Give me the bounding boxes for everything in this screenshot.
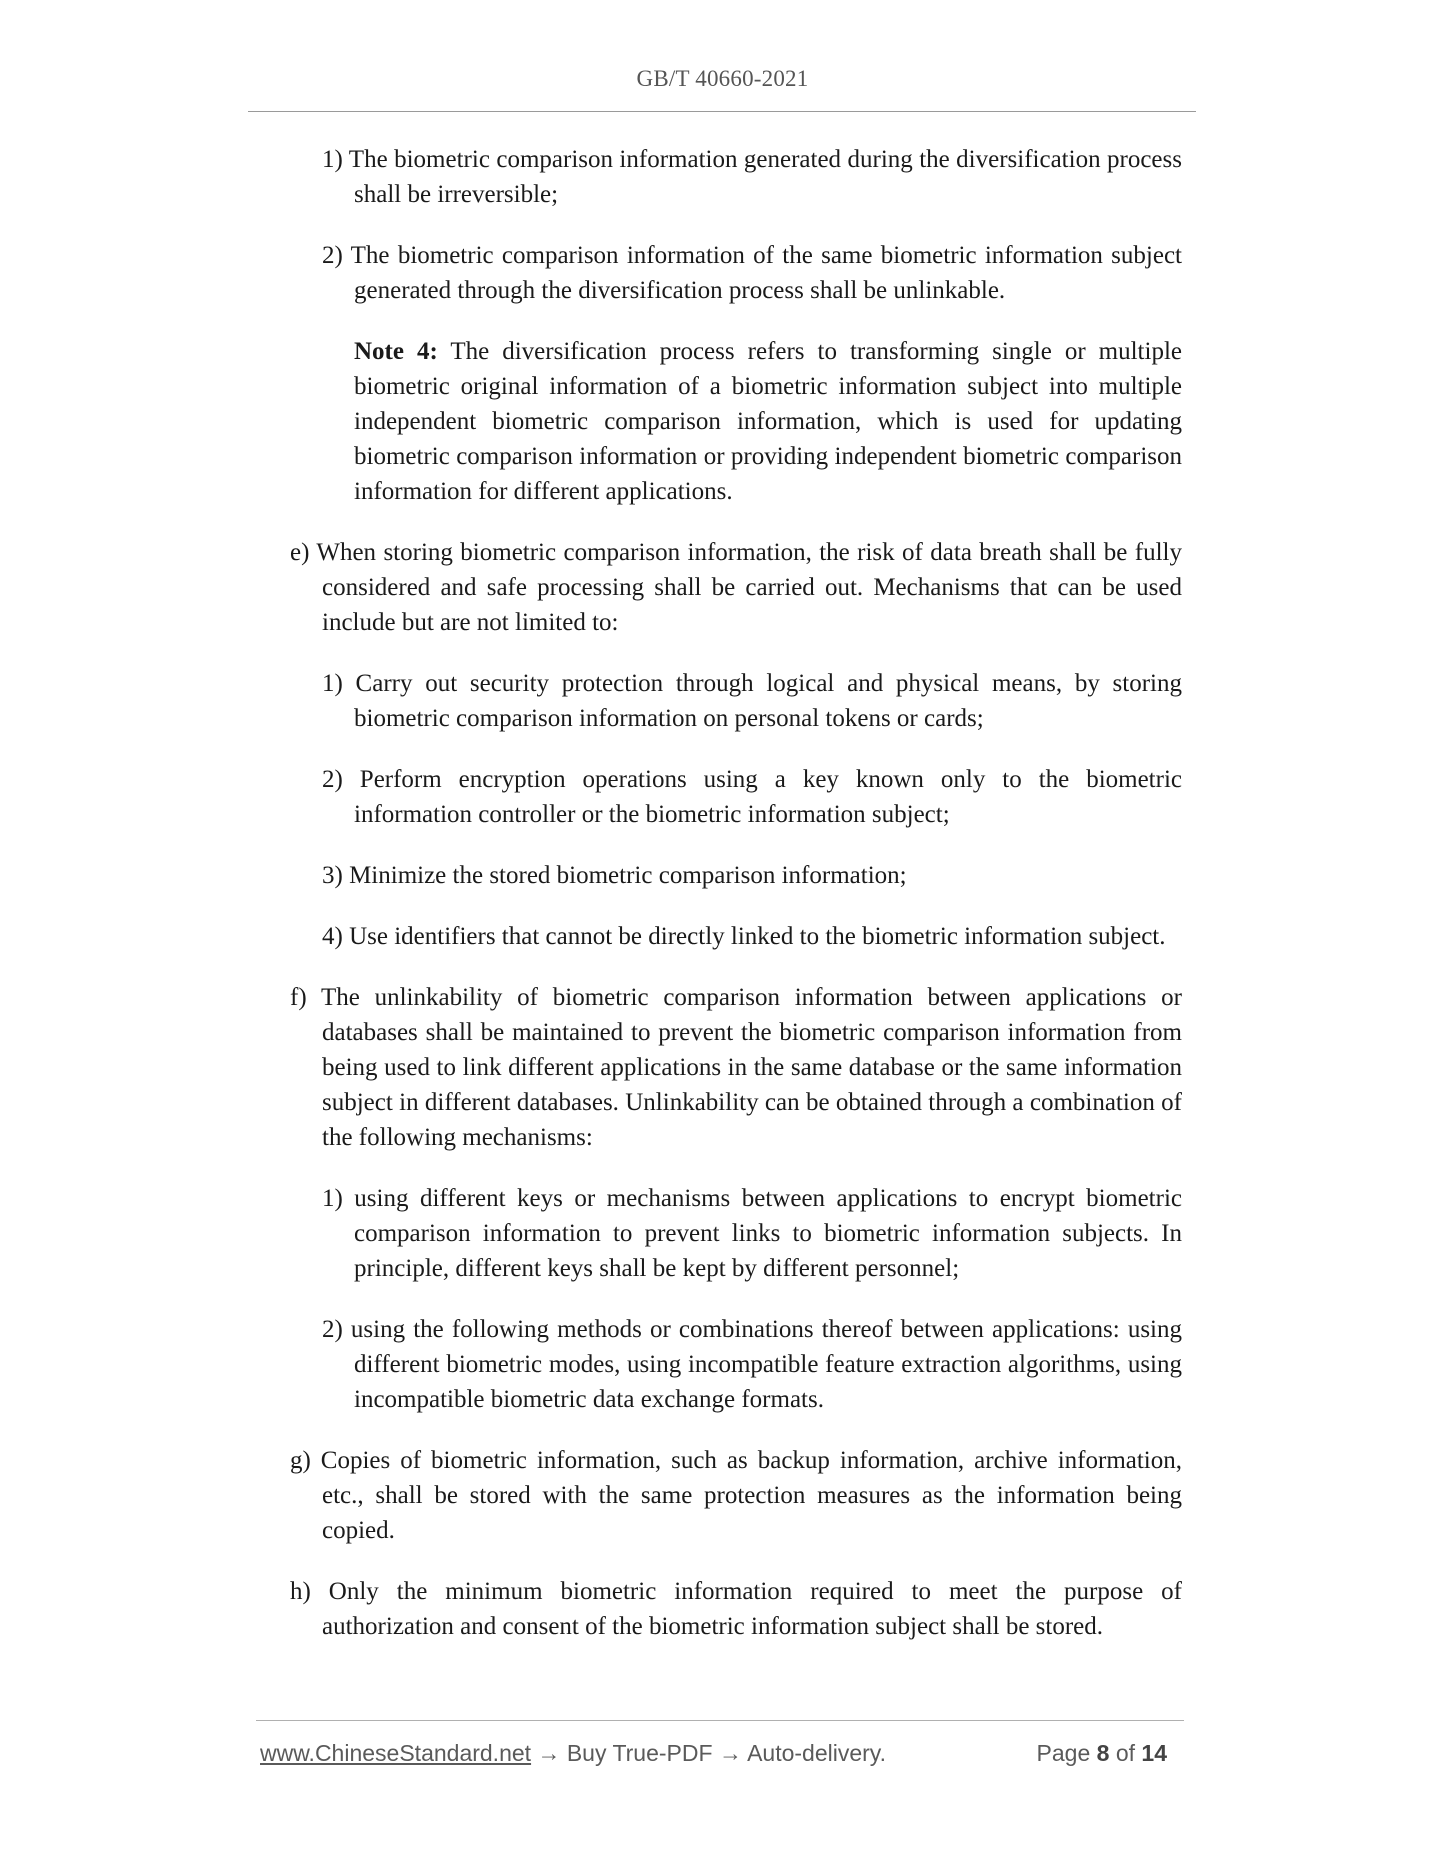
clause-h: h) Only the minimum biometric information required to meet the purpose of authorization and consent of the biometric information subject shall be stored. (290, 1578, 1182, 1640)
list-item: 1) Carry out security protection through logical and physical means, by storing biometric comparison information on personal tokens or cards; (322, 670, 1182, 732)
note-label: Note 4: (354, 338, 438, 365)
arrow-icon: → (531, 1740, 567, 1766)
footer-promo (260, 1740, 886, 1767)
document-body (0, 142, 1445, 1644)
note-paragraph (354, 334, 1182, 509)
clause-g: g) Copies of biometric information, such as backup information, archive information, etc., shall be stored with the same protection measures as the information being copied. (290, 1447, 1182, 1544)
list-item: 3) Minimize the stored biometric comparison information; (322, 862, 907, 889)
website-link[interactable]: www.ChineseStandard.net (260, 1740, 532, 1766)
of-label: of (1109, 1740, 1142, 1766)
list-item: 1) using different keys or mechanisms between applications to encrypt biometric comparison information to prevent links to biometric information subjects. In principle, different keys shall be kept by different personnel; (322, 1185, 1182, 1282)
list-item: 2) The biometric comparison information of the same biometric information subject generated through the diversification process shall be unlinkable. (322, 242, 1182, 304)
arrow-icon: → (712, 1740, 748, 1766)
page-total: 14 (1141, 1740, 1167, 1766)
clause-e: e) When storing biometric comparison information, the risk of data breath shall be fully considered and safe processing shall be carried out. Mechanisms that can be used include but are not limited to: (290, 539, 1182, 636)
running-header: GB/T 40660-2021 (636, 66, 809, 91)
list-item: 2) using the following methods or combinations thereof between applications: using different biometric modes, using incompatible feature extraction algorithms, using incompatible biometric data exchange formats. (322, 1316, 1182, 1413)
delivery-text: Auto-delivery. (747, 1740, 886, 1766)
footer-divider (256, 1720, 1184, 1721)
list-item: 4) Use identifiers that cannot be directly linked to the biometric information subject. (322, 923, 1166, 950)
page-indicator (1037, 1740, 1167, 1767)
list-item: 2) Perform encryption operations using a key known only to the biometric information controller or the biometric information subject; (322, 766, 1182, 828)
clause-f: f) The unlinkability of biometric comparison information between applications or databases shall be maintained to prevent the biometric comparison information from being used to link different applications in the same database or the same information subject in different databases. Unlinkability can be obtained through a combination of the following mechanisms: (290, 984, 1182, 1151)
page-number: 8 (1096, 1740, 1110, 1766)
page-label: Page (1036, 1740, 1097, 1766)
note-text: The diversification process refers to transforming single or multiple biometric original information of a biometric information subject into multiple independent biometric comparison information, which is used for updating biometric comparison information or providing independent biometric comparison information for different applications. (354, 338, 1182, 505)
buy-link: Buy True-PDF (566, 1740, 713, 1766)
list-item: 1) The biometric comparison information generated during the diversification process shall be irreversible; (322, 146, 1182, 208)
header-divider (248, 111, 1196, 112)
